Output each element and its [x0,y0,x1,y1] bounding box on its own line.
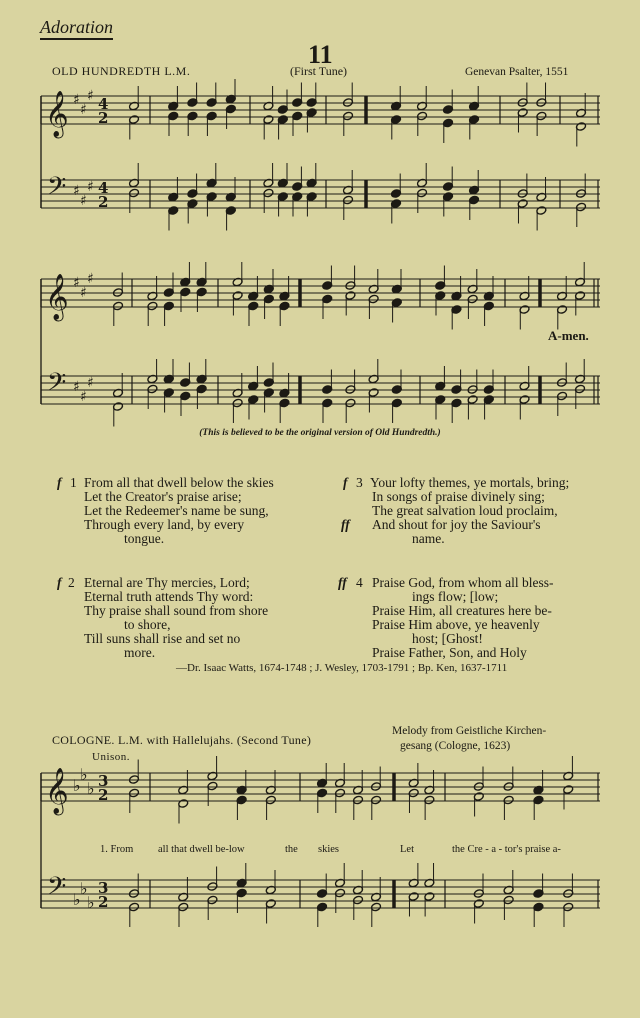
tune-note: (First Tune) [290,64,348,78]
time-signature: 3 [98,772,109,790]
tune-source-line: gesang (Cologne, 1623) [400,740,511,752]
amen-label: A-men. [548,328,589,343]
sharp-sign: ♯ [80,193,87,209]
lyric-syllable: the [285,844,298,855]
flat-sign: ♭ [73,776,81,795]
stanza-line: Through every land, by every [84,517,245,532]
stanza-line: Praise God, from whom all bless- [372,575,554,590]
sharp-sign: ♯ [80,102,87,118]
time-signature: 2 [98,109,109,127]
stanza-line: Praise Him above, ye heavenly [372,617,540,632]
stanza-line: tongue. [124,531,165,546]
dynamic-mark: ff [338,575,347,590]
sharp-sign: ♯ [73,92,80,108]
tune-name: COLOGNE. L.M. with Hallelujahs. (Second Tune) [52,733,312,747]
flat-sign: ♭ [87,779,95,798]
stanza-line: Let the Creator's praise arise; [84,489,242,504]
flat-sign: ♭ [87,893,95,912]
time-signature: 2 [98,893,109,911]
sharp-sign: ♯ [80,389,87,405]
stanza-number: 2 [68,575,75,590]
stanza-line: Let the Redeemer's name be sung, [84,503,269,518]
dynamic-mark: f [57,575,62,590]
stanza-line: Eternal truth attends Thy word: [84,589,254,604]
stanza-line: Thy praise shall sound from shore [84,603,269,618]
flat-sign: ♭ [73,890,81,909]
stanza-line: Your lofty themes, ye mortals, bring; [370,475,570,490]
tune-name: OLD HUNDREDTH L.M. [52,64,191,78]
stanza-line: The great salvation loud proclaim, [372,503,558,518]
stanza-number: 4 [356,575,363,590]
dynamic-mark: ff [341,517,350,532]
stanza-number: 1 [70,475,77,490]
stanza-line: Till suns shall rise and set no [84,631,241,646]
stanza-line: ings flow; [low; [412,589,499,604]
treble-clef: 𝄞 [45,768,69,814]
sharp-sign: ♯ [80,285,87,301]
time-signature: 4 [98,95,109,113]
dynamic-mark: f [57,475,62,490]
stanza-line: And shout for joy the Saviour's [372,517,541,532]
sharp-sign: ♯ [87,88,94,104]
performance-direction: Unison. [92,751,131,763]
sharp-sign: ♯ [87,271,94,287]
flat-sign: ♭ [80,765,88,784]
time-signature: 2 [98,193,109,211]
stanza-line: Eternal are Thy mercies, Lord; [84,575,250,590]
sharp-sign: ♯ [73,379,80,395]
tune-source: Genevan Psalter, 1551 [465,66,569,78]
stanza-line: Praise Father, Son, and Holy [372,645,527,660]
footnote: (This is believed to be the original version of Old Hundredth.) [199,428,441,438]
stanza-line: Praise Him, all creatures here be- [372,603,552,618]
bass-clef: 𝄢 [47,872,67,907]
time-signature: 4 [98,179,109,197]
stanza-line: From all that dwell below the skies [84,475,274,490]
flat-sign: ♭ [80,879,88,898]
treble-clef: 𝄞 [45,274,69,320]
treble-clef: 𝄞 [45,91,69,137]
section-title: Adoration [40,18,113,40]
stanza-line: name. [412,531,445,546]
time-signature: 3 [98,879,109,897]
lyric-syllable: all that dwell be-low [158,844,245,855]
stanza-line: to shore, [124,617,171,632]
stanza-line: In songs of praise divinely sing; [372,489,545,504]
lyric-syllable: 1. From [100,844,134,855]
stanza-line: host; [Ghost! [412,631,483,646]
lyric-syllable: Let [400,844,414,855]
tune-source [392,724,592,754]
hymn-number: 11 [308,40,333,69]
time-signature: 2 [98,786,109,804]
sharp-sign: ♯ [73,183,80,199]
sharp-sign: ♯ [87,375,94,391]
lyric-syllable: the Cre - a - tor's praise a- [452,844,561,855]
tune-source-line: Melody from Geistliche Kirchen- [392,725,547,737]
bass-clef: 𝄢 [47,368,67,403]
sharp-sign: ♯ [73,275,80,291]
dynamic-mark: f [343,475,348,490]
attribution: —Dr. Isaac Watts, 1674-1748 ; J. Wesley, 1703-1791 ; Bp. Ken, 1637-1711 [176,662,508,674]
lyric-syllable: skies [318,844,339,855]
bass-clef: 𝄢 [47,172,67,207]
stanza-line: more. [124,645,156,660]
sharp-sign: ♯ [87,179,94,195]
stanza-number: 3 [356,475,363,490]
